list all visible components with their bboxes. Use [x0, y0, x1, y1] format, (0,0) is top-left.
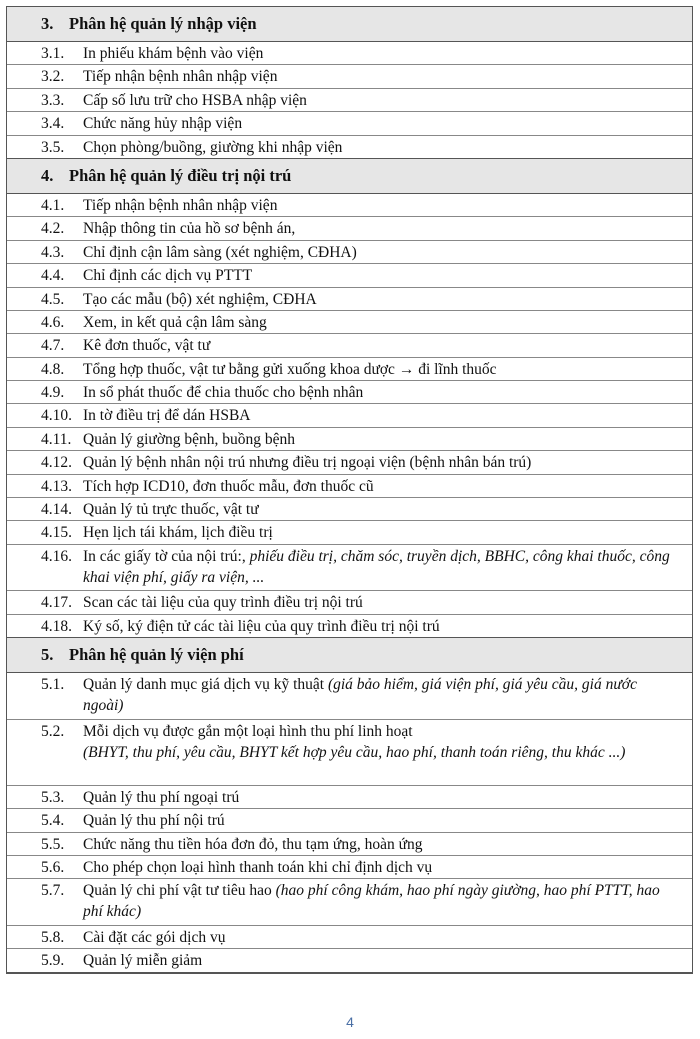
item-text: Quản lý tủ trực thuốc, vật tư [83, 501, 259, 519]
table-row [7, 112, 692, 135]
item-number: 4.11. [41, 430, 72, 448]
table-row [7, 65, 692, 88]
item-text-wrap [83, 674, 692, 719]
item-text: Chỉ định cận lâm sàng (xét nghiệm, CĐHA) [83, 243, 357, 261]
item-number: 4.9. [41, 384, 65, 402]
item-text: Kê đơn thuốc, vật tư [83, 337, 211, 355]
item-text-wrap [83, 880, 692, 925]
item-number: 5.8. [41, 928, 65, 946]
item-number: 3.4. [41, 115, 65, 133]
table-row [7, 879, 692, 926]
item-text: Quản lý bệnh nhân nội trú nhưng điều trị ngoại viện (bệnh nhân bán trú) [83, 454, 532, 472]
table-row [7, 404, 692, 427]
item-text: Mỗi dịch vụ được gắn một loại hình thu phí linh hoạt [83, 722, 413, 740]
table-row [7, 615, 692, 638]
item-italic-note: (hao phí công khám, hao phí ngày giường, hao phí PTTT, hao phí khác) [83, 882, 660, 921]
item-number: 3.5. [41, 138, 65, 156]
table-row [7, 194, 692, 217]
item-text: Cho phép chọn loại hình thanh toán khi chỉ định dịch vụ [83, 858, 433, 876]
item-text: Quản lý miễn giảm [83, 952, 203, 970]
table-row [7, 334, 692, 357]
item-number: 3.1. [41, 45, 65, 62]
item-number: 4.3. [41, 243, 65, 261]
table-row [7, 498, 692, 521]
item-number: 5.2. [41, 722, 65, 740]
table-row [7, 217, 692, 240]
item-number: 3.2. [41, 68, 65, 86]
table-row [7, 856, 692, 879]
section-header-5 [7, 638, 692, 673]
table-row [7, 241, 692, 264]
item-text: Tạo các mẫu (bộ) xét nghiệm, CĐHA [83, 290, 317, 308]
item-number: 4.4. [41, 267, 65, 285]
page-number: 4 [346, 1014, 354, 1030]
table-row [7, 720, 692, 786]
item-text: Quản lý thu phí ngoại trú [83, 788, 240, 806]
table-row [7, 475, 692, 498]
item-text: Hẹn lịch tái khám, lịch điều trị [83, 524, 273, 542]
item-text: In phiếu khám bệnh vào viện [83, 45, 264, 62]
item-text: Quản lý thu phí nội trú [83, 812, 225, 830]
table-row [7, 833, 692, 856]
item-text: Tiếp nhận bệnh nhân nhập viện [83, 68, 278, 86]
item-text: Ký số, ký điện tử các tài liệu của quy trình điều trị nội trú [83, 617, 440, 635]
table-row [7, 949, 692, 972]
table-row [7, 673, 692, 720]
item-italic-note: (giá bảo hiểm, giá viện phí, giá yêu cầu, giá nước ngoài) [83, 676, 637, 715]
table-row [7, 809, 692, 832]
table-row [7, 926, 692, 949]
table-row [7, 451, 692, 474]
item-text: Tiếp nhận bệnh nhân nhập viện [83, 196, 278, 214]
item-number: 4.7. [41, 337, 65, 355]
feature-table [6, 6, 693, 974]
item-number: 5.6. [41, 858, 65, 876]
section-number: 4. [41, 165, 54, 185]
item-number: 4.14. [41, 501, 72, 519]
item-text: Chỉ định các dịch vụ PTTT [83, 267, 253, 285]
item-number: 5.3. [41, 788, 65, 806]
item-number: 4.1. [41, 196, 65, 214]
section-number: 3. [41, 14, 54, 33]
item-text: Quản lý chi phí vật tư tiêu hao [83, 882, 276, 900]
item-italic-note: phiếu điều trị, chăm sóc, truyền dịch, BBHC, công khai thuốc, công khai viện phí, giấy ra viện, ... [83, 547, 670, 586]
table-row [7, 136, 692, 159]
item-text: Tổng hợp thuốc, vật tư bằng gửi xuống khoa dược → đi lĩnh thuốc [83, 360, 497, 378]
item-text: Cấp số lưu trữ cho HSBA nhập viện [83, 91, 307, 109]
item-number: 3.3. [41, 91, 65, 109]
table-row [7, 358, 692, 381]
table-row [7, 428, 692, 451]
table-row [7, 311, 692, 334]
item-text: In tờ điều trị để dán HSBA [83, 407, 251, 425]
item-text: Xem, in kết quả cận lâm sàng [83, 313, 267, 331]
item-number: 4.8. [41, 360, 65, 378]
table-row [7, 545, 692, 592]
item-number: 4.15. [41, 524, 72, 542]
item-number: 4.18. [41, 617, 72, 635]
section-title: Phân hệ quản lý nhập viện [69, 14, 257, 33]
item-text: Tích hợp ICD10, đơn thuốc mẫu, đơn thuốc cũ [83, 477, 374, 495]
item-text: Cài đặt các gói dịch vụ [83, 928, 226, 946]
table-row [7, 521, 692, 544]
table-row [7, 42, 692, 65]
table-row [7, 89, 692, 112]
section-header-3 [7, 7, 692, 42]
item-number: 5.5. [41, 835, 65, 853]
section-title: Phân hệ quản lý điều trị nội trú [69, 165, 292, 185]
table-row [7, 786, 692, 809]
table-row [7, 381, 692, 404]
item-number: 4.10. [41, 407, 72, 425]
item-text: Quản lý danh mục giá dịch vụ kỹ thuật [83, 676, 328, 694]
item-text: Chức năng hủy nhập viện [83, 115, 243, 133]
item-text: Chọn phòng/buồng, giường khi nhập viện [83, 138, 343, 156]
item-number: 4.16. [41, 547, 72, 565]
section-header-4 [7, 159, 692, 194]
item-number: 4.6. [41, 313, 65, 331]
item-number: 4.17. [41, 594, 72, 612]
section-number: 5. [41, 645, 54, 665]
item-number: 4.12. [41, 454, 72, 472]
item-text: In sổ phát thuốc để chia thuốc cho bệnh nhân [83, 384, 364, 402]
item-italic-note: (BHYT, thu phí, yêu cầu, BHYT kết hợp yêu cầu, hao phí, thanh toán riêng, thu khác ...) [83, 743, 626, 761]
table-row [7, 264, 692, 287]
item-number: 5.4. [41, 812, 65, 830]
table-row [7, 591, 692, 614]
item-text: Chức năng thu tiền hóa đơn đỏ, thu tạm ứng, hoàn ứng [83, 835, 423, 853]
item-number: 4.2. [41, 220, 65, 238]
item-number: 5.9. [41, 952, 65, 970]
item-text: In các giấy tờ của nội trú:, [83, 547, 250, 565]
section-title: Phân hệ quản lý viện phí [69, 645, 244, 665]
item-number: 4.13. [41, 477, 72, 495]
item-number: 5.7. [41, 882, 65, 900]
item-text: Quản lý giường bệnh, buồng bệnh [83, 430, 296, 448]
item-text-wrap [83, 721, 692, 785]
table-row [7, 288, 692, 311]
item-number: 5.1. [41, 676, 65, 694]
item-text: Scan các tài liệu của quy trình điều trị nội trú [83, 594, 363, 612]
item-text-wrap [83, 546, 692, 591]
item-text: Nhập thông tin của hồ sơ bệnh án, [83, 220, 296, 238]
item-number: 4.5. [41, 290, 65, 308]
